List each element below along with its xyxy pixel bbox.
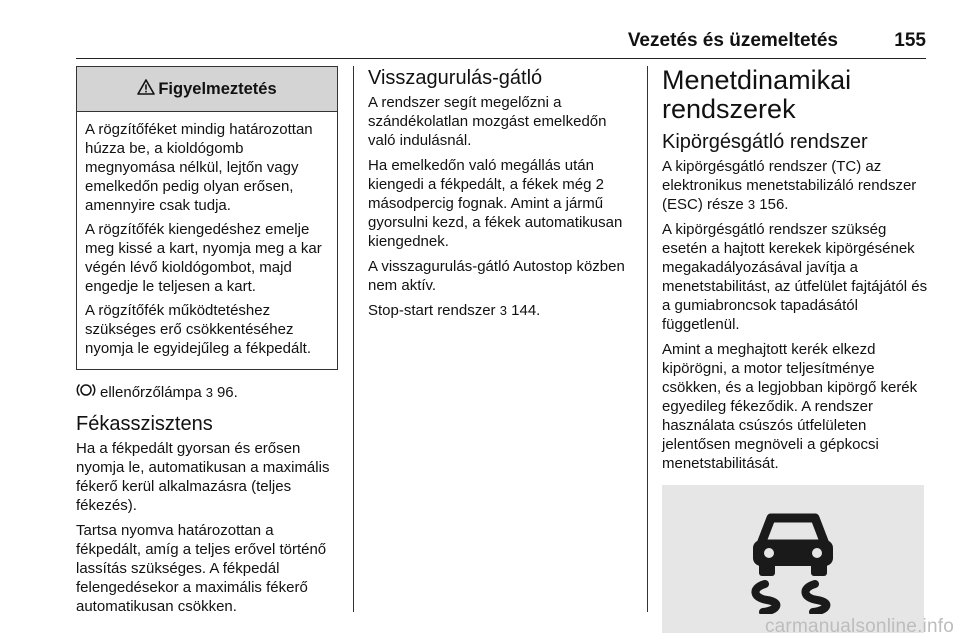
warning-box xyxy=(76,66,338,370)
traction-paragraph: A kipörgésgátló rendszer szükség esetén a hajtott kerekek kipörgésének megakadályozásával javítja a menetstabilitást, az útfelület fajtájától és a gumiabroncsok tapadásától függetlenül. xyxy=(662,221,928,333)
section-title-hill-start: Visszagurulás-gátló xyxy=(368,67,543,89)
reference-page[interactable]: 144. xyxy=(511,302,541,319)
lamp-page-ref[interactable]: 96. xyxy=(216,383,238,401)
column-divider-2 xyxy=(647,66,648,612)
page-header xyxy=(76,28,926,59)
warning-header xyxy=(77,67,337,112)
lamp-reference xyxy=(76,382,338,402)
page-number: 155 xyxy=(894,30,926,51)
header-title: Vezetés és üzemeltetés xyxy=(627,30,838,51)
hill-start-paragraph: A rendszer segít megelőzni a szándékolatlan mozgást emelkedőn való indulásnál. xyxy=(368,94,607,149)
reference-text: Stop-start rendszer xyxy=(368,302,496,319)
column-3 xyxy=(662,66,930,633)
traction-control-illustration xyxy=(662,485,924,633)
brake-assist-paragraph: Ha a fékpedált gyorsan és erősen nyomja le, automatikusan a maximális fékerő kerül alkalmazásra (teljes fékezés). xyxy=(76,440,330,514)
subsection-title-traction-control: Kipörgésgátló rendszer xyxy=(662,131,868,153)
column-1 xyxy=(76,66,338,622)
column-2 xyxy=(368,66,636,326)
traction-intro xyxy=(662,157,930,214)
traction-intro-text: A kipörgésgátló rendszer (TC) az elektronikus menetstabilizáló rendszer (ESC) része xyxy=(662,158,917,213)
stop-start-reference xyxy=(368,301,636,320)
section-title-driving-dynamics: Menetdinamikai rendszerek xyxy=(662,65,852,124)
warning-triangle-icon xyxy=(137,79,155,100)
warning-paragraph: A rögzítőfék kiengedéshez emelje meg kissé a kart, nyomja meg a kar végén lévő kioldógombot, majd engedje le teljesen a kart. xyxy=(85,221,322,295)
column-divider-1 xyxy=(353,66,354,612)
warning-paragraph: A rögzítőféket mindig határozottan húzza be, a kioldógomb megnyomása nélkül, lejtőn vagy emelkedőn pedig olyan erősen, amennyire csak tudja. xyxy=(85,121,313,214)
warning-paragraph: A rögzítőfék működtetéshez szükséges erő csökkentéséhez nyomja le egyidejűleg a fékpedált. xyxy=(85,302,311,357)
lamp-text: ellenőrzőlámpa xyxy=(100,383,202,401)
reference-arrow: 3 xyxy=(747,197,756,212)
brake-assist-paragraph: Tartsa nyomva határozottan a fékpedált, amíg a teljes erővel történő lassítás szükséges. A fékpedál felengedésekor a maximális fékerő automatikusan csökken. xyxy=(76,522,327,615)
traction-intro-ref[interactable]: 156. xyxy=(759,196,789,213)
warning-title: Figyelmeztetés xyxy=(158,79,277,98)
hill-start-paragraph: Ha emelkedőn való megállás után kiengedi a fékpedált, a fékek még 2 másodpercig fognak. Amint a jármű gyorsulni kezd, a fékek automatikusan kiengednek. xyxy=(368,157,623,250)
reference-arrow: 3 xyxy=(205,384,213,400)
reference-arrow: 3 xyxy=(499,303,507,318)
traction-paragraph: Amint a meghajtott kerék elkezd kipörögni, a motor teljesítménye csökken, és a legjobban kipörgő kerék egyedileg fékeződik. A rendszer használata csúszós útfelületen jelentősen megnöveli a gépkocsi menetstabilitását. xyxy=(662,341,918,472)
skidding-car-icon xyxy=(733,504,853,614)
watermark: carmanualsonline.info xyxy=(764,616,954,637)
warning-body xyxy=(77,112,337,369)
brake-warning-lamp-icon xyxy=(76,382,96,402)
section-title-brake-assist: Fékasszisztens xyxy=(76,413,213,435)
hill-start-paragraph: A visszagurulás-gátló Autostop közben nem aktív. xyxy=(368,258,625,294)
